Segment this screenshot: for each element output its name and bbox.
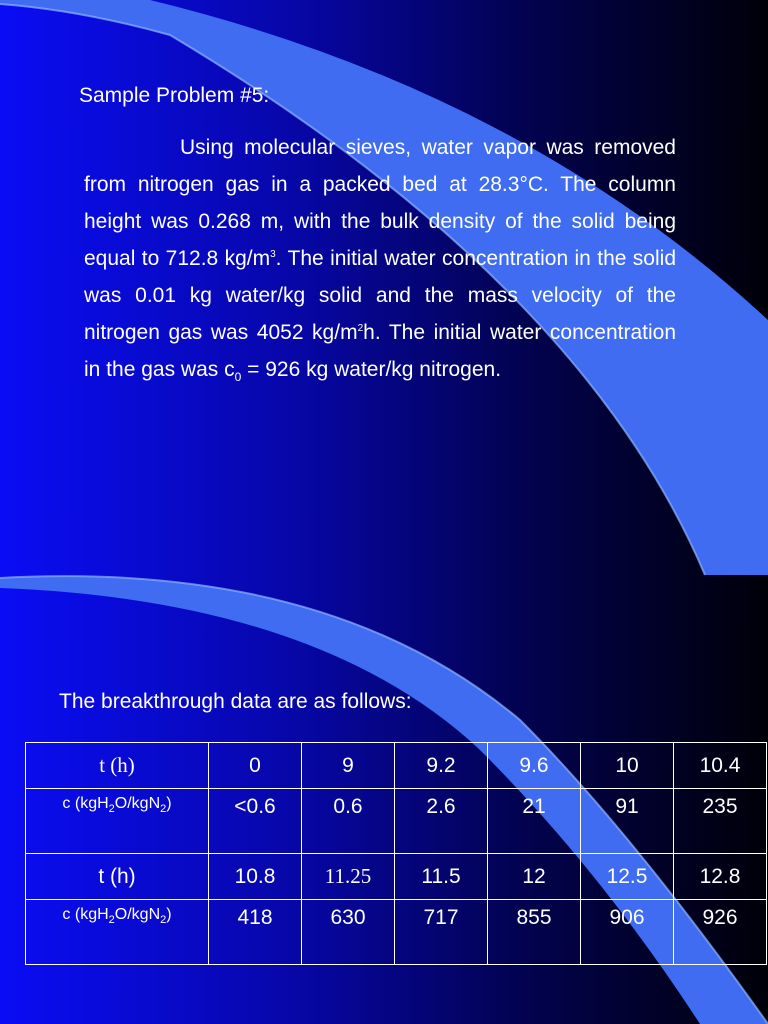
table-cell: 10.4 [674, 743, 767, 789]
table-cell: 906 [581, 900, 674, 965]
problem-text-part: . The initial water concentration in the solid was 0.01 kg water/kg solid and the mass velocity of the nitrogen gas was 4052 kg/m [84, 247, 676, 344]
concentration-header: c (kgH$_2$O/kgN$_2$) [26, 789, 209, 854]
time-header: t (h) [26, 743, 209, 789]
problem-text-part: Using molecular sieves, water vapor was removed from nitrogen gas in a packed bed at 28.3°C. The column height was 0.268 m, with the bulk density of the solid being equal to 712.8 kg/m [84, 136, 676, 270]
table-cell: 855 [488, 900, 581, 965]
breakthrough-data-table [25, 742, 767, 965]
table-cell: 12.5 [581, 854, 674, 900]
table-cell: 11.5 [395, 854, 488, 900]
unit-superscript: 3 [270, 249, 276, 260]
table-cell: 12 [488, 854, 581, 900]
table-row [26, 743, 767, 789]
table-intro: The breakthrough data are as follows: [59, 690, 412, 713]
time-header: t (h) [26, 854, 209, 900]
table-cell: 235 [674, 789, 767, 854]
table-cell: 630 [302, 900, 395, 965]
table-cell: 9 [302, 743, 395, 789]
table-row [26, 854, 767, 900]
problem-text-part: h. The initial water concentration in the gas was c [84, 321, 677, 381]
table-cell: 10.8 [209, 854, 302, 900]
table-row [26, 789, 767, 854]
table-cell: 9.2 [395, 743, 488, 789]
problem-statement [84, 129, 676, 388]
table-cell: 9.6 [488, 743, 581, 789]
table-cell: 91 [581, 789, 674, 854]
symbol-subscript: 0 [234, 370, 242, 385]
table-cell: 2.6 [395, 789, 488, 854]
table-cell: 12.8 [674, 854, 767, 900]
table-cell: 0 [209, 743, 302, 789]
problem-text-part: = 926 kg water/kg nitrogen. [241, 358, 502, 381]
unit-superscript: 2 [357, 323, 364, 334]
table-cell: 11.25 [302, 854, 395, 900]
table-cell: 0.6 [302, 789, 395, 854]
table-cell: 10 [581, 743, 674, 789]
table-cell: 418 [209, 900, 302, 965]
concentration-header: c (kgH$_2$O/kgN$_2$) [26, 900, 209, 965]
table-cell: 926 [674, 900, 767, 965]
table-row [26, 900, 767, 965]
table-cell: 717 [395, 900, 488, 965]
table-cell: <0.6 [209, 789, 302, 854]
slide-title: Sample Problem #5: [79, 84, 270, 107]
table-cell: 21 [488, 789, 581, 854]
